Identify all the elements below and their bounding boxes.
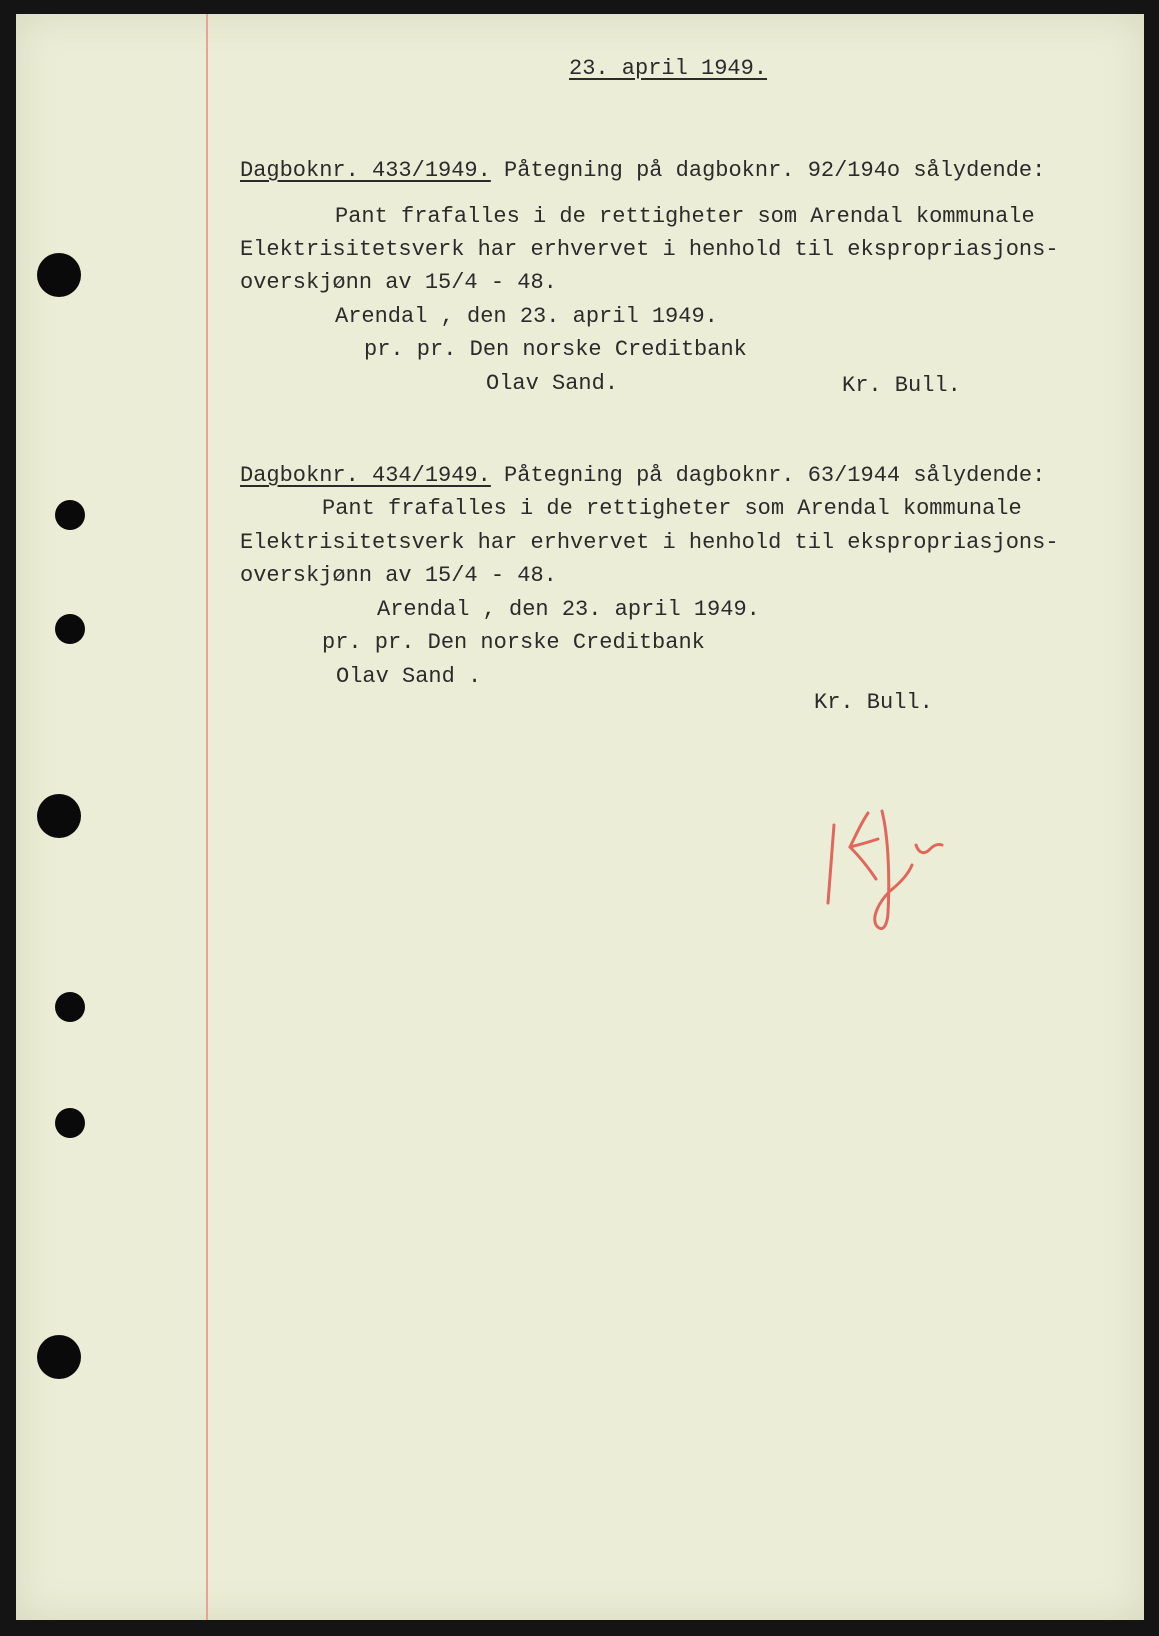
punch-hole xyxy=(37,1335,81,1379)
entry-body-line: Pant frafalles i de rettigheter som Arendal kommunale xyxy=(335,204,1035,229)
punch-hole xyxy=(55,1108,85,1138)
entry-bank: pr. pr. Den norske Creditbank xyxy=(322,630,705,655)
entry-body-line: overskjønn av 15/4 - 48. xyxy=(240,270,557,295)
entry-heading xyxy=(240,463,1045,489)
entry-signer: Kr. Bull. xyxy=(814,690,933,715)
date-header: 23. april 1949. xyxy=(569,56,768,81)
entry-heading xyxy=(240,158,1045,184)
entry-ref: Dagboknr. 434/1949. xyxy=(240,463,491,488)
punch-hole xyxy=(55,614,85,644)
margin-rule xyxy=(206,14,208,1620)
entry-signer: Olav Sand. xyxy=(486,371,619,396)
punch-hole xyxy=(55,500,85,530)
handwritten-initials xyxy=(820,795,970,945)
entry-heading-text: Påtegning på dagboknr. 92/194o sålydende: xyxy=(490,158,1046,183)
entry-signer: Kr. Bull. xyxy=(842,373,961,398)
entry-ref: Dagboknr. 433/1949. xyxy=(240,158,491,183)
punch-hole xyxy=(55,992,85,1022)
entry-place-date: Arendal , den 23. april 1949. xyxy=(335,304,718,329)
punch-hole xyxy=(37,253,81,297)
entry-body-line: Elektrisitetsverk har erhvervet i henhold til ekspropriasjons- xyxy=(240,237,1059,262)
entry-place-date: Arendal , den 23. april 1949. xyxy=(377,597,760,622)
entry-bank: pr. pr. Den norske Creditbank xyxy=(364,337,747,362)
entry-heading-text: Påtegning på dagboknr. 63/1944 sålydende: xyxy=(490,463,1046,488)
entry-signer: Olav Sand . xyxy=(336,664,482,689)
entry-body-line: Pant frafalles i de rettigheter som Arendal kommunale xyxy=(322,496,1022,521)
entry-body-line: overskjønn av 15/4 - 48. xyxy=(240,563,557,588)
punch-hole xyxy=(37,794,81,838)
entry-body-line: Elektrisitetsverk har erhvervet i henhold til ekspropriasjons- xyxy=(240,530,1059,555)
